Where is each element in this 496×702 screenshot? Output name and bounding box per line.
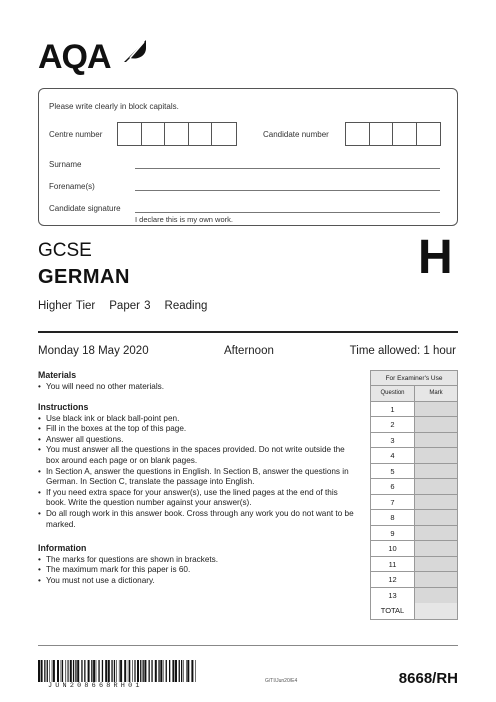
signature-label: Candidate signature [49,204,121,213]
mark-cell[interactable] [415,495,457,510]
exam-session: Afternoon [224,345,274,357]
centre-number-cell[interactable] [212,123,236,145]
centre-number-cell[interactable] [165,123,189,145]
question-number: 7 [371,495,415,510]
question-row [371,541,457,557]
question-row [371,417,457,433]
list-item: • Use black ink or black ball-point pen. [38,414,358,425]
exam-date: Monday 18 May 2020 [38,345,149,357]
mark-cell[interactable] [415,557,457,572]
instructions-heading: Instructions [38,402,89,412]
list-item: • You must answer all the questions in the spaces provided. Do not write outside the box around each page or on blank pages. [38,445,358,466]
signature-field[interactable] [135,212,440,213]
paper-reference: G/TI/Jun20/E4 [265,678,298,684]
centre-number-cell[interactable] [118,123,142,145]
examiner-table-title: For Examiner's Use [371,371,457,386]
candidate-number-label: Candidate number [263,130,329,139]
paper-label: Paper 3 [109,300,151,312]
candidate-number-cells[interactable] [345,122,441,146]
logo-text: AQA [38,38,111,76]
question-row [371,526,457,542]
forenames-field[interactable] [135,190,440,191]
question-row [371,495,457,511]
mark-cell[interactable] [415,588,457,604]
question-row [371,448,457,464]
mark-cell[interactable] [415,541,457,556]
materials-heading: Materials [38,370,77,380]
centre-number-cell[interactable] [142,123,166,145]
question-number: 5 [371,464,415,479]
list-item: • You must not use a dictionary. [38,576,358,587]
mark-cell[interactable] [415,417,457,432]
question-row [371,464,457,480]
footer-divider [38,645,458,646]
candidate-details-box [38,88,458,226]
mark-cell[interactable] [415,526,457,541]
question-row [371,557,457,573]
question-row [371,433,457,449]
list-item: • Do all rough work in this answer book. Cross through any work you do not want to be marked. [38,509,358,530]
mark-column-header: Mark [429,390,443,396]
list-item: • In Section A, answer the questions in English. In Section B, answer the questions in German. In Section C, translate the passage into English. [38,467,358,488]
centre-number-cell[interactable] [189,123,213,145]
tier-letter: H [418,231,453,284]
candidate-number-cell[interactable] [370,123,394,145]
mark-cell[interactable] [415,433,457,448]
paper-code: 8668/RH [398,670,458,687]
subject-title: GERMAN [38,266,130,288]
question-row [371,479,457,495]
materials-section [38,370,358,392]
question-number: 2 [371,417,415,432]
surname-label: Surname [49,160,82,169]
declaration-text: I declare this is my own work. [135,215,233,224]
mark-cell[interactable] [415,479,457,494]
question-number: 3 [371,433,415,448]
list-item: • If you need extra space for your answer(s), use the lined pages at the end of this book. Write the question number against your answer(s). [38,488,358,509]
list-item: • The marks for questions are shown in brackets. [38,555,358,566]
candidate-number-cell[interactable] [346,123,370,145]
question-number: 6 [371,479,415,494]
time-allowed: Time allowed: 1 hour [349,345,456,357]
barcode-image [38,660,196,682]
aqa-logo [38,38,148,76]
centre-number-cells[interactable] [117,122,237,146]
mark-cell[interactable] [415,448,457,463]
information-section [38,543,358,586]
question-number: 8 [371,510,415,525]
centre-number-label: Centre number [49,130,103,139]
list-item: • The maximum mark for this paper is 60. [38,565,358,576]
question-number: 4 [371,448,415,463]
mark-cell[interactable] [415,510,457,525]
list-item: • Fill in the boxes at the top of this page. [38,424,358,435]
examiner-table-header-row [371,386,457,402]
forenames-label: Forename(s) [49,182,95,191]
information-heading: Information [38,543,87,553]
mark-cell[interactable] [415,572,457,587]
question-row [371,510,457,526]
question-row [371,572,457,588]
header-divider [38,331,458,333]
tier-label: Higher Tier [38,300,96,312]
question-row [371,402,457,418]
question-number: 1 [371,402,415,417]
barcode-number: JUN208668RH01 [48,682,143,690]
question-number: 10 [371,541,415,556]
candidate-number-cell[interactable] [417,123,441,145]
total-row [371,603,457,619]
mark-cell[interactable] [415,464,457,479]
question-number: 11 [371,557,415,572]
surname-field[interactable] [135,168,440,169]
total-label: TOTAL [371,603,415,619]
question-column-header: Question [371,386,415,401]
qualification-title: GCSE [38,240,92,261]
paper-subtitle [38,300,221,312]
mark-cell[interactable] [415,402,457,417]
component-label: Reading [164,300,208,312]
examiner-use-table [370,370,458,620]
leaf-icon [122,38,148,64]
question-number: 12 [371,572,415,587]
candidate-number-cell[interactable] [393,123,417,145]
instructions-section [38,402,358,530]
question-number: 13 [371,588,415,604]
list-item: • Answer all questions. [38,435,358,446]
list-item: • You will need no other materials. [38,382,358,393]
total-mark-cell[interactable] [415,603,457,619]
block-capitals-instruction: Please write clearly in block capitals. [49,102,179,111]
question-row [371,588,457,604]
question-number: 9 [371,526,415,541]
